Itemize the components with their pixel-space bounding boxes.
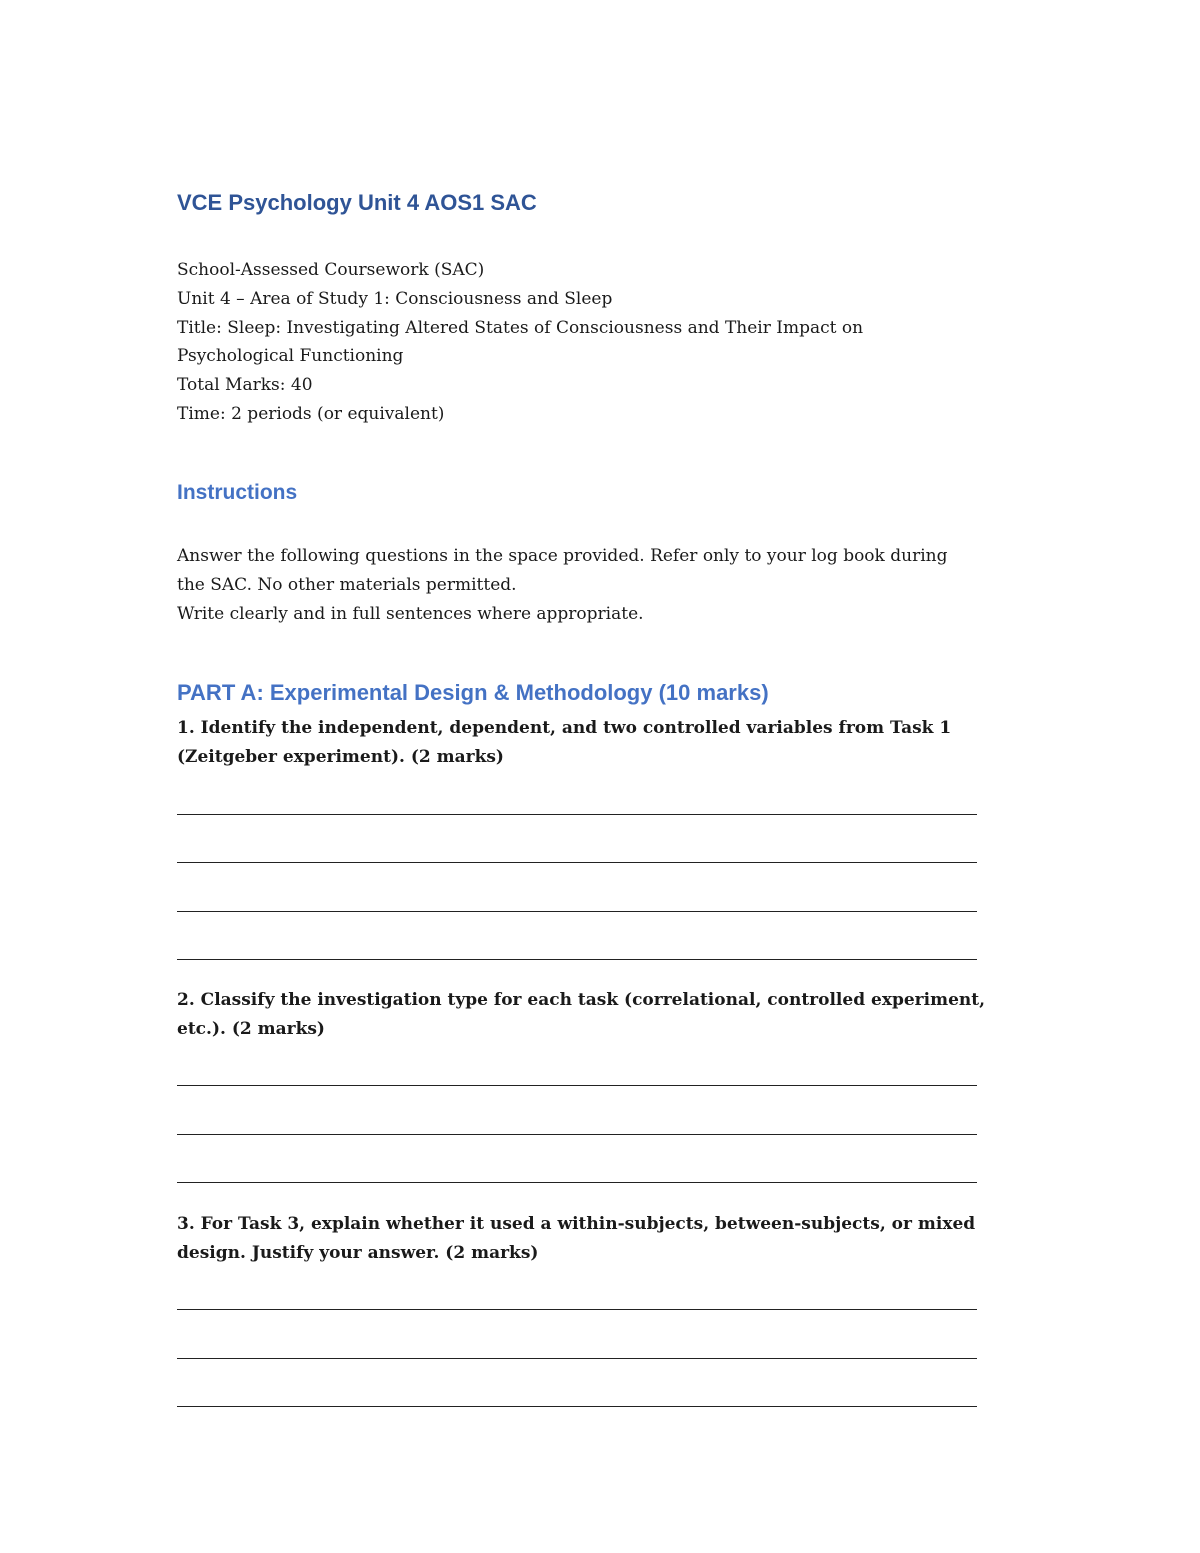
instructions-text (177, 542, 1017, 629)
question-1 (177, 714, 1017, 771)
question-3 (177, 1210, 1017, 1267)
question-3-line: design. Justify your answer. (2 marks) (177, 1242, 539, 1263)
sac-type-line: School-Assessed Coursework (SAC) (177, 260, 485, 280)
answer-line[interactable] (177, 959, 977, 960)
answer-line[interactable] (177, 1182, 977, 1183)
answer-line[interactable] (177, 1406, 977, 1407)
instructions-line: Write clearly and in full sentences where appropriate. (177, 604, 644, 624)
instructions-heading: Instructions (177, 481, 298, 504)
sac-title-line: Title: Sleep: Investigating Altered States of Consciousness and Their Impact on (177, 317, 864, 338)
part-a-heading: PART A: Experimental Design & Methodology (10 marks) (177, 680, 769, 705)
unit-line: Unit 4 – Area of Study 1: Consciousness and Sleep (177, 288, 613, 309)
question-3-line: 3. For Task 3, explain whether it used a within-subjects, between-subjects, or mixed (177, 1214, 976, 1234)
answer-line[interactable] (177, 911, 977, 912)
instructions-line: Answer the following questions in the space provided. Refer only to your log book during (177, 546, 948, 566)
total-marks-line: Total Marks: 40 (177, 375, 313, 396)
answer-line[interactable] (177, 1134, 977, 1135)
instructions-line: the SAC. No other materials permitted. (177, 575, 517, 595)
answer-line[interactable] (177, 1085, 977, 1086)
question-2-line: etc.). (2 marks) (177, 1018, 325, 1039)
answer-line[interactable] (177, 862, 977, 863)
question-1-line: (Zeitgeber experiment). (2 marks) (177, 746, 504, 767)
time-line: Time: 2 periods (or equivalent) (177, 403, 445, 424)
answer-line[interactable] (177, 1358, 977, 1359)
answer-line[interactable] (177, 814, 977, 815)
question-2-line: 2. Classify the investigation type for each task (correlational, controlled experiment, (177, 990, 986, 1010)
document-title: VCE Psychology Unit 4 AOS1 SAC (177, 190, 537, 215)
answer-line[interactable] (177, 1309, 977, 1310)
sac-details (177, 256, 1017, 429)
question-1-line: 1. Identify the independent, dependent, and two controlled variables from Task 1 (177, 718, 952, 738)
sac-title-line-continued: Psychological Functioning (177, 346, 404, 367)
question-2 (177, 986, 1017, 1043)
